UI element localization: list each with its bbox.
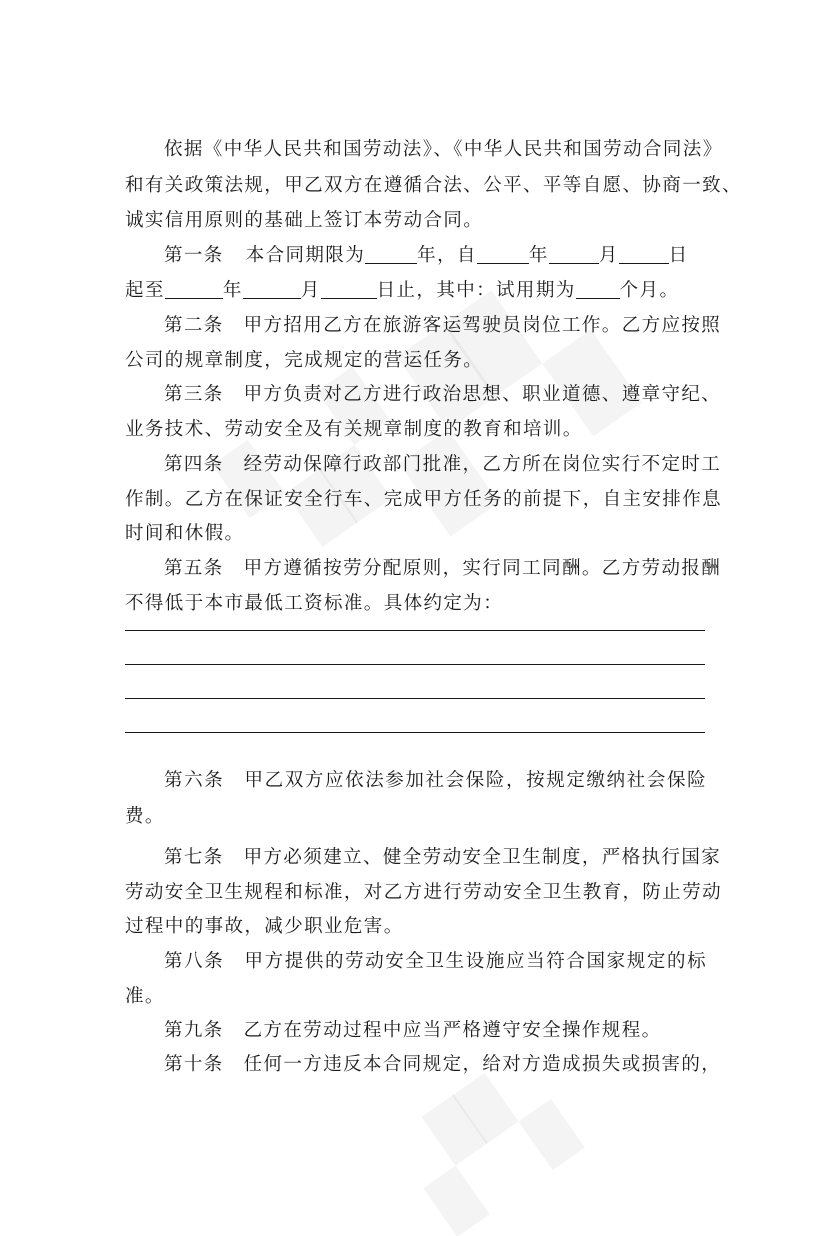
article-3-line-1: 第三条 甲方负责对乙方进行政治思想、职业道德、遵章守纪、	[164, 384, 722, 405]
blank-field	[549, 245, 599, 264]
fill-in-rule	[125, 698, 705, 699]
article-2-line-1: 第二条 甲方招用乙方在旅游客运驾驶员岗位工作。乙方应按照	[164, 315, 722, 336]
article-4-line-3: 时间和休假。	[125, 523, 245, 544]
article-1-text: 日	[668, 245, 689, 266]
article-10-line-1: 第十条 任何一方违反本合同规定，给对方造成损失或损害的，	[164, 1054, 722, 1075]
article-1-text: 本合同期限为	[245, 245, 366, 266]
article-7-line-1: 第七条 甲方必须建立、健全劳动安全卫生制度，严格执行国家	[164, 847, 722, 868]
article-9-line-1: 第九条 乙方在劳动过程中应当严格遵守安全操作规程。	[164, 1020, 662, 1041]
article-1-text: 月	[300, 280, 321, 301]
intro-line-3: 诚实信用原则的基础上签订本劳动合同。	[125, 210, 484, 231]
article-1-text: 日止，其中：试用期为	[376, 280, 576, 301]
article-2-line-2: 公司的规章制度，完成规定的营运任务。	[125, 350, 484, 371]
blank-field	[576, 280, 620, 299]
article-1-line-1	[164, 245, 707, 267]
article-6-line-1: 第六条 甲乙双方应依法参加社会保险，按规定缴纳社会保险	[164, 770, 707, 791]
article-7-line-2: 劳动安全卫生规程和标准，对乙方进行劳动安全卫生教育，防止劳动	[125, 882, 723, 903]
article-5-line-2: 不得低于本市最低工资标准。具体约定为：	[125, 593, 504, 614]
article-1-line-2	[125, 280, 707, 302]
article-5-line-1: 第五条 甲方遵循按劳分配原则，实行同工同酬。乙方劳动报酬	[164, 558, 722, 579]
article-1-text: 起至	[125, 280, 165, 301]
article-1-text: 年	[222, 280, 243, 301]
blank-field	[619, 245, 669, 264]
article-4-line-2: 作制。乙方在保证安全行车、完成甲方任务的前提下，自主安排作息	[125, 489, 723, 510]
article-3-line-2: 业务技术、劳动安全及有关规章制度的教育和培训。	[125, 419, 583, 440]
watermark-logo	[390, 1051, 583, 1235]
blank-field	[243, 280, 301, 299]
blank-field	[365, 245, 417, 264]
article-1-text: 年，自	[417, 245, 477, 266]
article-4-line-1: 第四条 经劳动保障行政部门批准，乙方所在岗位实行不定时工	[164, 454, 722, 475]
article-1-heading: 第一条	[164, 245, 224, 266]
article-1-text: 年	[528, 245, 549, 266]
blank-field	[477, 245, 529, 264]
article-1-text: 个月。	[619, 280, 680, 301]
intro-line-2: 和有关政策法规，甲乙双方在遵循合法、公平、平等自愿、协商一致、	[125, 175, 742, 196]
fill-in-rule	[125, 732, 705, 733]
article-6-line-2: 费。	[125, 806, 165, 827]
article-7-line-3: 过程中的事故，减少职业危害。	[125, 916, 404, 937]
article-8-line-2: 准。	[125, 986, 165, 1007]
article-8-line-1: 第八条 甲方提供的劳动安全卫生设施应当符合国家规定的标	[164, 951, 707, 972]
fill-in-rule	[125, 630, 705, 631]
article-1-text: 月	[598, 245, 619, 266]
blank-field	[321, 280, 377, 299]
intro-line-1: 依据《中华人民共和国劳动法》、《中华人民共和国劳动合同法》	[164, 139, 723, 160]
blank-field	[165, 280, 223, 299]
fill-in-rule	[125, 664, 705, 665]
